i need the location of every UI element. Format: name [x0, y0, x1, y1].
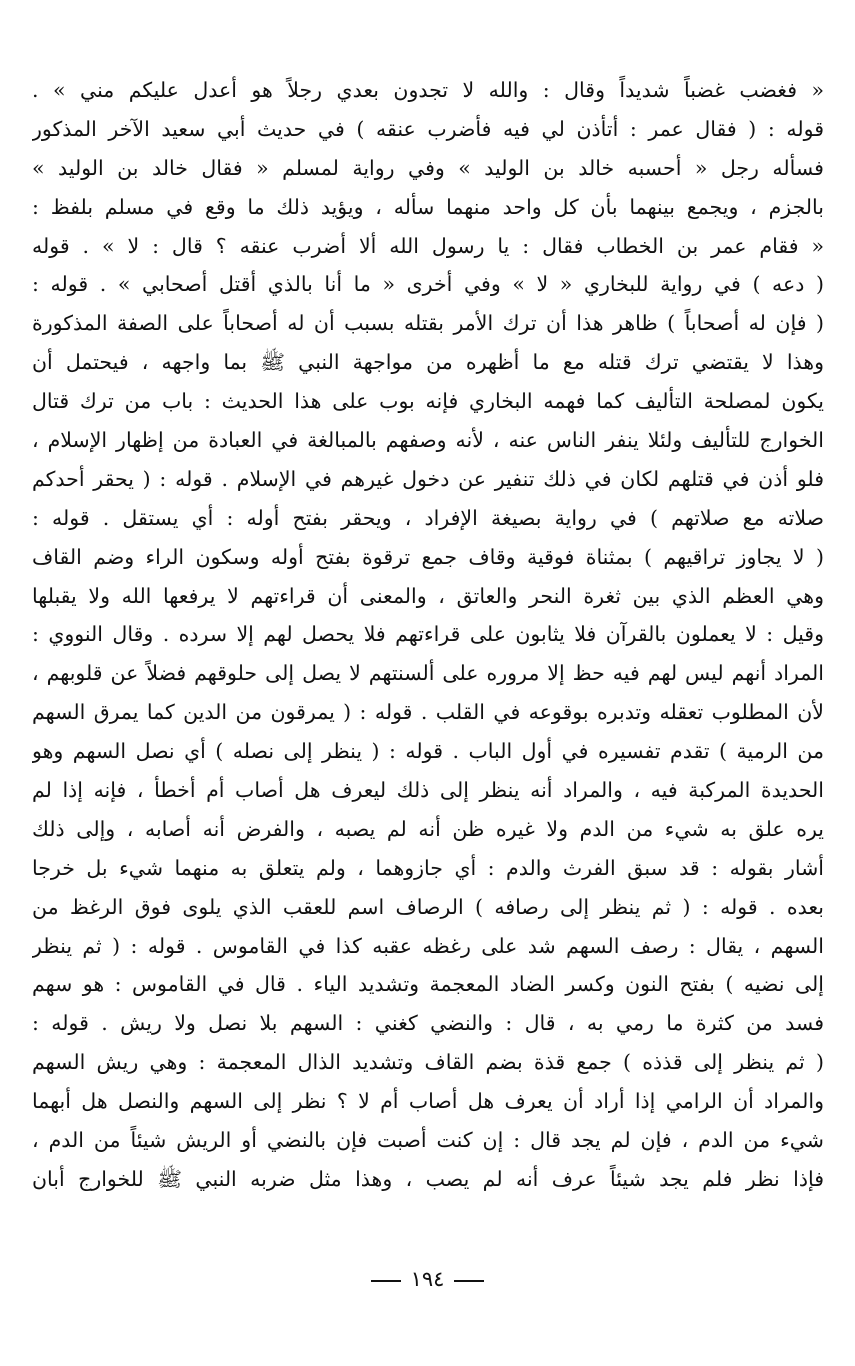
text-line: يره علق به شيء من الدم ولا غيره ظن أنه لم يصبه ، والفرض أنه أصابه ، وإلى ذلك — [32, 816, 824, 841]
text-line: وهي العظم الذي بين ثغرة النحر والعاتق ، والمعنى أن قراءتهم لا يرفعها الله ولا يقبلها — [32, 583, 824, 608]
text-line: ( ثم ينظر إلى قذذه ) جمع قذة بضم القاف وتشديد الذال المعجمة : وهي ريش السهم — [32, 1050, 824, 1075]
text-line: فإذا نظر فلم يجد شيئاً عرف أنه لم يصب ، وهذا مثل ضربه النبي ﷺ للخوارج أبان — [32, 1166, 824, 1191]
text-line: وهذا لا يقتضي ترك قتله مع ما أظهره من مواجهة النبي ﷺ بما واجهه ، فيحتمل أن — [32, 350, 824, 375]
text-line: المراد أنهم ليس لهم فيه حظ إلا مروره على ألسنتهم لا يصل إلى حلوقهم فضلاً عن قلوبهم ، — [32, 661, 824, 686]
text-line: فسأله رجل « أحسبه خالد بن الوليد » وفي رواية لمسلم « فقال خالد بن الوليد » — [32, 155, 824, 180]
text-line: من الرمية ) تقدم تفسيره في أول الباب . قوله : ( ينظر إلى نصله ) أي نصل السهم وهو — [32, 739, 824, 764]
text-line: قوله : ( فقال عمر : أتأذن لي فيه فأضرب عنقه ) في حديث أبي سعيد الآخر المذكور — [32, 116, 824, 141]
text-line: بالجزم ، ويجمع بينهما بأن كل واحد منهما سأله ، ويؤيد ذلك ما وقع في مسلم بلفظ : — [32, 194, 824, 219]
text-line: ( فإن له أصحاباً ) ظاهر هذا أن ترك الأمر بقتله بسبب أن له أصحاباً على الصفة المذكورة — [32, 311, 824, 336]
text-line: ( دعه ) في رواية للبخاري « لا » وفي أخرى « ما أنا بالذي أقتل أصحابي » . قوله : — [32, 272, 824, 297]
page-text-block — [32, 71, 824, 1199]
text-line: لأن المطلوب تعقله وتدبره بوقوعه في القلب . قوله : ( يمرقون من الدين كما يمرق السهم — [32, 700, 824, 725]
text-line: صلاته مع صلاتهم ) في رواية بصيغة الإفراد ، ويحقر بفتح أوله : أي يستقل . قوله : — [32, 505, 824, 530]
text-line: السهم ، يقال : رصف السهم شد على رغظه عقبه كذا في القاموس . قوله : ( ثم ينظر — [32, 933, 824, 958]
text-line: الحديدة المركبة فيه ، والمراد أنه ينظر إلى ذلك ليعرف هل أصاب أم أخطأ ، فإنه إذا لم — [32, 778, 824, 803]
text-line: فسد من كثرة ما رمي به ، قال : والنضي كغني : السهم بلا نصل ولا ريش . قوله : — [32, 1011, 824, 1036]
page-number-footer — [0, 1264, 855, 1294]
text-line: « فقام عمر بن الخطاب فقال : يا رسول الله ألا أضرب عنقه ؟ قال : لا » . قوله — [32, 233, 824, 258]
text-line: فلو أذن في قتلهم لكان في ذلك تنفير عن دخول غيرهم في الإسلام . قوله : ( يحقر أحدكم — [32, 466, 824, 491]
text-line: بعده . قوله : ( ثم ينظر إلى رصافه ) الرصاف اسم للعقب الذي يلوى فوق الرغظ من — [32, 894, 824, 919]
page-number-dash — [454, 1280, 484, 1282]
text-line: « فغضب غضباً شديداً وقال : والله لا تجدون بعدي رجلاً هو أعدل عليكم مني » . — [32, 78, 824, 102]
text-line: ( لا يجاوز تراقيهم ) بمثناة فوقية وقاف جمع ترقوة بفتح أوله وسكون الراء وضم القاف — [32, 544, 824, 569]
text-line: شيء من الدم ، فإن لم يجد قال : إن كنت أصبت فإن بالنضي أو الريش شيئاً من الدم ، — [32, 1128, 824, 1153]
text-line: يكون لمصلحة التأليف كما فهمه البخاري فإنه بوب على هذا الحديث : باب من ترك قتال — [32, 389, 824, 414]
text-line: الخوارج للتأليف ولئلا ينفر الناس عنه ، لأنه وصفهم بالمبالغة في العبادة من إظهار الإسلام ، — [32, 428, 824, 453]
page-number: ١٩٤ — [410, 1267, 445, 1291]
text-line: والمراد أن الرامي إذا أراد أن يعرف هل أصاب أم لا ؟ نظر إلى السهم والنصل هل أبهما — [32, 1089, 824, 1114]
text-line: أشار بقوله : قد سبق الفرث والدم : أي جازوهما ، ولم يتعلق به منهما شيء بل خرجا — [32, 855, 824, 880]
text-line: إلى نضيه ) بفتح النون وكسر الضاد المعجمة وتشديد الياء . قال في القاموس : هو سهم — [32, 972, 824, 997]
text-line: وقيل : لا يعملون بالقرآن فلا يثابون على قراءتهم فلا يحصل لهم إلا سرده . وقال النووي : — [32, 622, 824, 647]
page-number-dash — [371, 1280, 401, 1282]
